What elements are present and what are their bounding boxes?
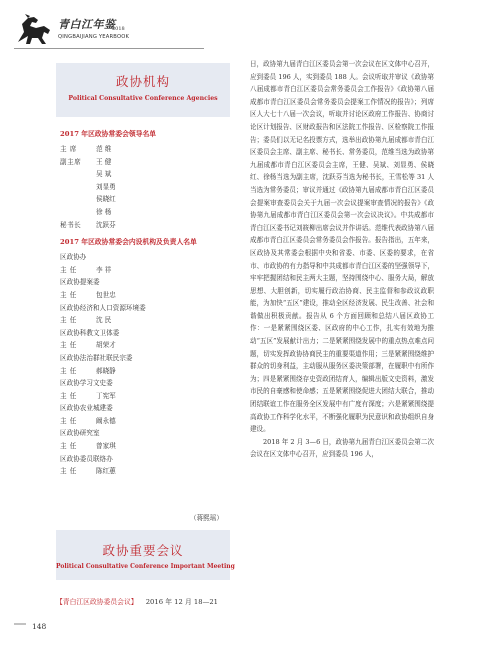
right-column xyxy=(250,58,434,461)
orgs-list xyxy=(60,251,232,478)
section-heading-meetings xyxy=(56,530,235,580)
org-head-title: 主 任 xyxy=(60,341,77,350)
horse-logo-icon xyxy=(14,14,54,48)
org-head-name: 曾家琪 xyxy=(96,442,116,451)
org-head-title: 主 任 xyxy=(60,467,77,476)
meeting-entry-date: 2016 年 12 月 18—21 xyxy=(145,598,219,606)
org-head-row xyxy=(60,365,232,378)
section-heading-agencies xyxy=(56,63,230,117)
org-head-name: 李 祥 xyxy=(96,265,112,274)
org-head-name: 沈 民 xyxy=(96,316,112,325)
org-head-row xyxy=(60,264,232,277)
org-head-name: 郝晓静 xyxy=(96,366,116,375)
left-column xyxy=(54,63,232,478)
org-head-row xyxy=(60,289,232,302)
org-name: 区政协研究室 xyxy=(60,429,100,438)
leader-row xyxy=(60,206,232,219)
org-head-name: 胡荣才 xyxy=(96,341,116,350)
org-head-row xyxy=(60,339,232,352)
org-head-title: 主 任 xyxy=(60,316,77,325)
page-number: 148 xyxy=(32,622,47,631)
leader-name: 王 健 xyxy=(96,157,112,166)
org-head-row xyxy=(60,390,232,403)
org-name: 区政协委员联络办 xyxy=(60,454,113,463)
org-head-row xyxy=(60,440,232,453)
org-head-name: 阚永德 xyxy=(96,416,116,425)
page-header xyxy=(14,10,214,56)
meeting-entry xyxy=(56,596,236,606)
org-head-title: 主 任 xyxy=(60,442,77,451)
leader-name: 范 维 xyxy=(96,145,112,153)
leader-name: 刘显勇 xyxy=(96,182,116,191)
section2-title-en: Political Consultative Conference Important Meeting xyxy=(56,563,235,570)
brand-title: 青白江年鉴 xyxy=(58,18,116,31)
org-head-name: 丁宪军 xyxy=(96,391,116,400)
leader-row xyxy=(60,156,232,169)
brand-year: 2018 xyxy=(112,26,125,32)
leader-name: 侯晓红 xyxy=(96,195,116,204)
leader-row xyxy=(60,143,232,156)
org-name: 区政协农业城建委 xyxy=(60,404,113,413)
org-head-title: 主 任 xyxy=(60,391,77,400)
section-title-en: Political Consultative Conference Agencies xyxy=(68,95,218,102)
leader-name: 吴 斌 xyxy=(96,170,112,179)
org-head-row xyxy=(60,415,232,428)
org-head-row xyxy=(60,465,232,478)
leader-name: 徐 杨 xyxy=(96,207,112,216)
leader-name: 沈跃芬 xyxy=(96,220,116,229)
orgs-heading: 2017 年区政协常委会内设机构及负责人名单 xyxy=(60,238,197,247)
page-corner-mark-icon xyxy=(14,618,26,630)
header-divider xyxy=(14,48,204,49)
org-name: 区政协科教文卫体委 xyxy=(60,328,120,337)
org-head-row xyxy=(60,314,232,327)
org-head-title: 主 任 xyxy=(60,416,77,425)
leader-row xyxy=(60,193,232,206)
leaders-heading: 2017 年区政协常委会领导名单 xyxy=(60,130,157,138)
meeting-entry-title: 【青白江区政协委员会议】 xyxy=(56,598,138,606)
author-note: （蒋熙瑶） xyxy=(190,514,223,522)
body-paragraph: 2018 年 2 月 3—6 日，政协第九届青白江区委员会第二次会议在区文体中心召开，应到委员 196 人， xyxy=(250,437,434,459)
leader-row xyxy=(60,168,232,181)
section2-title-cn: 政协重要会议 xyxy=(102,543,184,558)
brand-subtitle: QINGBAIJIANG YEARBOOK xyxy=(58,34,130,40)
org-name: 区政协经济和人口资源环境委 xyxy=(60,303,146,312)
org-name: 区政协提案委 xyxy=(60,278,100,287)
org-head-name: 陈红蕙 xyxy=(96,467,116,476)
org-name: 区政协法治群社联民宗委 xyxy=(60,353,133,362)
leaders-list xyxy=(60,143,232,231)
org-head-title: 主 任 xyxy=(60,366,77,375)
leader-title: 副主席 xyxy=(60,157,82,166)
org-head-title: 主 任 xyxy=(60,290,77,299)
leader-title: 秘书长 xyxy=(60,220,82,229)
leader-row xyxy=(60,181,232,194)
org-name: 区政协学习文史委 xyxy=(60,379,113,388)
leader-title: 主 席 xyxy=(60,145,77,153)
org-head-name: 包世忠 xyxy=(96,290,116,299)
org-head-title: 主 任 xyxy=(60,265,77,274)
leader-row xyxy=(60,219,232,232)
body-paragraph: 日，政协第九届青白江区委员会第一次会议在区文体中心召开，应到委员 196 人，实到委员 188 人。会议听取并审议《政协第八届成都市青白江区委员会常务委员会工作报告》《政协第八届成都市青白江区委员会常务委员会提案工作情况的报告》；列席区人大七十八届一次会议，听取并讨论区政府工作报告、协商讨论区计划报告、区财政报告和区法院工作报告、区检察院工作报告；委员们以无记名投票方式，选举出政协第九届成都市青白江区委员会主席、副主席、秘书长、常务委员，范维当选为政协第九届成都市青白江区委员会主席，王健、吴斌、刘显勇、侯晓红、徐杨当选为副主席，沈跃芬当选为秘书长，王雪松等 31 人当选为常务委员；审议并通过《政协第九届成都市青白江区委员会提案审查委员会关于九届一次会议提案审查情况的报告》《政协第九届成都市青白江区委员会第一次会议决议》。中共成都市青白江区委书记刘筱柳出席会议并作讲话。范维代表政协第八届成都市青白江区委员会常务委员会作报告。报告指出，五年来，区政协及其常委会根据中央和省委、市委、区委的要求，在省市、市政协的有力指导和中共成都市青白江区委的坚强领导下，牢牢把握团结和民主两大主题，坚持围绕中心、服务大局，解放思想、大胆创新，切实履行政治协商、民主监督和参政议政职能，为加快“五区”建设，推动全区经济发展、民生改善、社会和谐做出积极贡献。报告从 6 个方面回顾和总结八届区政协工作：一是紧紧围绕区委、区政府的中心工作，扎实有效地为推动“五区”发展献计出力；二是紧紧围绕发展中的重点热点难点问题，切实发挥政协协商民主的重要渠道作用；三是紧紧围绕维护群众的切身利益，主动服从服务区委决策部署，在履职中有所作为；四是紧紧围绕存史资政团结育人，编辑出版文史资料，激发市民的自豪感和使命感；五是紧紧围绕促进大团结大联合，推动团结联谊工作在服务全区发展中有广度有深度；六是紧紧围绕提高政协工作科学化水平，不断强化履职为民意识和政协组织自身建设。 xyxy=(250,60,434,434)
section-title-cn: 政协机构 xyxy=(115,74,170,89)
org-name: 区政协办 xyxy=(60,253,87,262)
